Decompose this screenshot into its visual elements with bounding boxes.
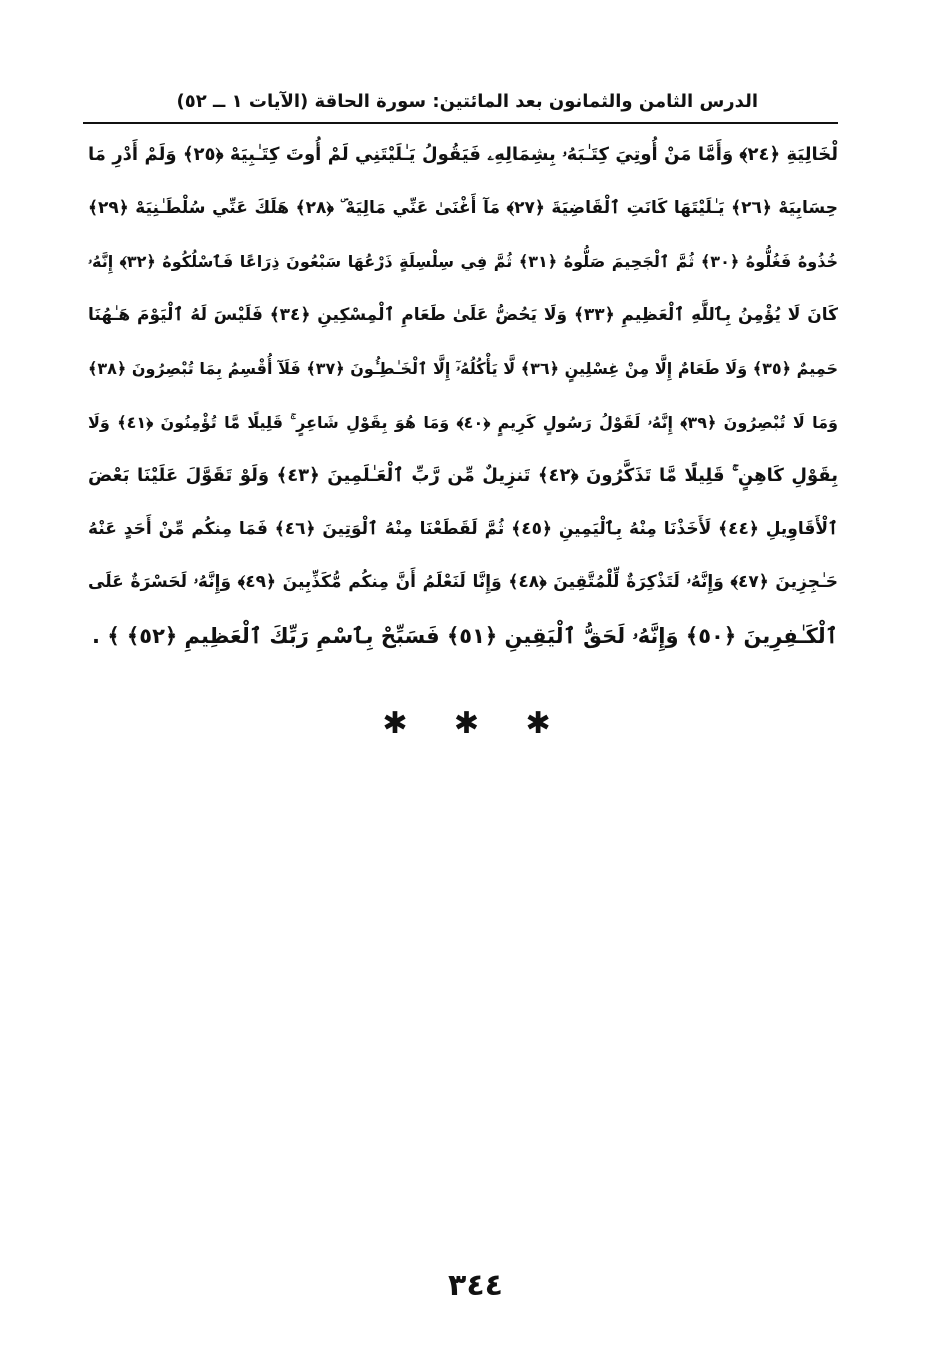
verse-line: ٱلْكَـٰفِرِينَ ﴿٥٠﴾ وَإِنَّهُۥ لَحَقُّ ٱلْيَقِينِ ﴿٥١﴾ فَسَبِّحْ بِٱسْمِ رَبِّكَ ٱلْعَظِيمِ ﴿٥٢﴾ ﴾ . xyxy=(92,623,838,648)
verse-line: خُذُوهُ فَغُلُّوهُ ﴿٣٠﴾ ثُمَّ ٱلْجَحِيمَ صَلُّوهُ ﴿٣١﴾ ثُمَّ فِي سِلْسِلَةٍ ذَرْعُهَا سَبْعُونَ ذِرَاعًا فَٱسْلُكُوهُ ﴿٣٢﴾ إِنَّهُۥ xyxy=(88,252,838,271)
verse-line: ٱلْأَقَاوِيلِ ﴿٤٤﴾ لَأَخَذْنَا مِنْهُ بِٱلْيَمِينِ ﴿٤٥﴾ ثُمَّ لَقَطَعْنَا مِنْهُ ٱلْوَتِينَ ﴿٤٦﴾ فَمَا مِنكُم مِّنْ أَحَدٍ عَنْهُ xyxy=(88,518,838,539)
verse-line: بِقَوْلِ كَاهِنٍ ۚ قَلِيلًا مَّا تَذَكَّرُونَ ﴿٤٢﴾ تَنزِيلٌ مِّن رَّبِّ ٱلْعَـٰلَمِينَ ﴿٤٣﴾ وَلَوْ تَقَوَّلَ عَلَيْنَا بَعْضَ xyxy=(88,465,838,486)
quran-verses-block xyxy=(88,128,838,663)
verse-line: حِسَابِيَهْ ﴿٢٦﴾ يَـٰلَيْتَهَا كَانَتِ ٱلْقَاضِيَةَ ﴿٢٧﴾ مَآ أَغْنَىٰ عَنِّي مَالِيَهْ ۜ ﴿٢٨﴾ هَلَكَ عَنِّي سُلْطَـٰنِيَهْ ﴿٢٩﴾ xyxy=(88,197,838,218)
verse-line: لْخَالِيَةِ ﴿٢٤﴾ وَأَمَّا مَنْ أُوتِيَ كِتَـٰبَهُۥ بِشِمَالِهِۦ فَيَقُولُ يَـٰلَيْتَنِي لَمْ أُوتَ كِتَـٰبِيَهْ ﴿٢٥﴾ وَلَمْ أَدْرِ مَا xyxy=(88,144,838,165)
verse-line: حَـٰجِزِينَ ﴿٤٧﴾ وَإِنَّهُۥ لَتَذْكِرَةٌ لِّلْمُتَّقِينَ ﴿٤٨﴾ وَإِنَّا لَنَعْلَمُ أَنَّ مِنكُم مُّكَذِّبِينَ ﴿٤٩﴾ وَإِنَّهُۥ لَحَسْرَةٌ عَلَى xyxy=(88,572,838,592)
page-number: ٣٤٤ xyxy=(448,1268,503,1303)
verse-line: وَمَا لَا تُبْصِرُونَ ﴿٣٩﴾ إِنَّهُۥ لَقَوْلُ رَسُولٍ كَرِيمٍ ﴿٤٠﴾ وَمَا هُوَ بِقَوْلِ شَاعِرٍ ۚ قَلِيلًا مَّا تُؤْمِنُونَ ﴿٤١﴾ وَلَا xyxy=(88,412,838,432)
section-separator-asterisks: ✱ ✱ ✱ xyxy=(382,706,569,741)
verse-line: كَانَ لَا يُؤْمِنُ بِٱللَّهِ ٱلْعَظِيمِ ﴿٣٣﴾ وَلَا يَحُضُّ عَلَىٰ طَعَامِ ٱلْمِسْكِينِ ﴿٣٤﴾ فَلَيْسَ لَهُ ٱلْيَوْمَ هَـٰهُنَا xyxy=(88,304,838,325)
header-rule xyxy=(83,122,838,124)
running-header: الدرس الثامن والثمانون بعد المائتين: سورة الحاقة (الآيات ١ ــ ٥٢) xyxy=(176,91,758,112)
verse-line: حَمِيمٌ ﴿٣٥﴾ وَلَا طَعَامٌ إِلَّا مِنْ غِسْلِينٍ ﴿٣٦﴾ لَّا يَأْكُلُهُۥٓ إِلَّا ٱلْخَـٰطِـُٔونَ ﴿٣٧﴾ فَلَآ أُقْسِمُ بِمَا تُبْصِرُونَ ﴿٣٨﴾ xyxy=(88,359,838,378)
